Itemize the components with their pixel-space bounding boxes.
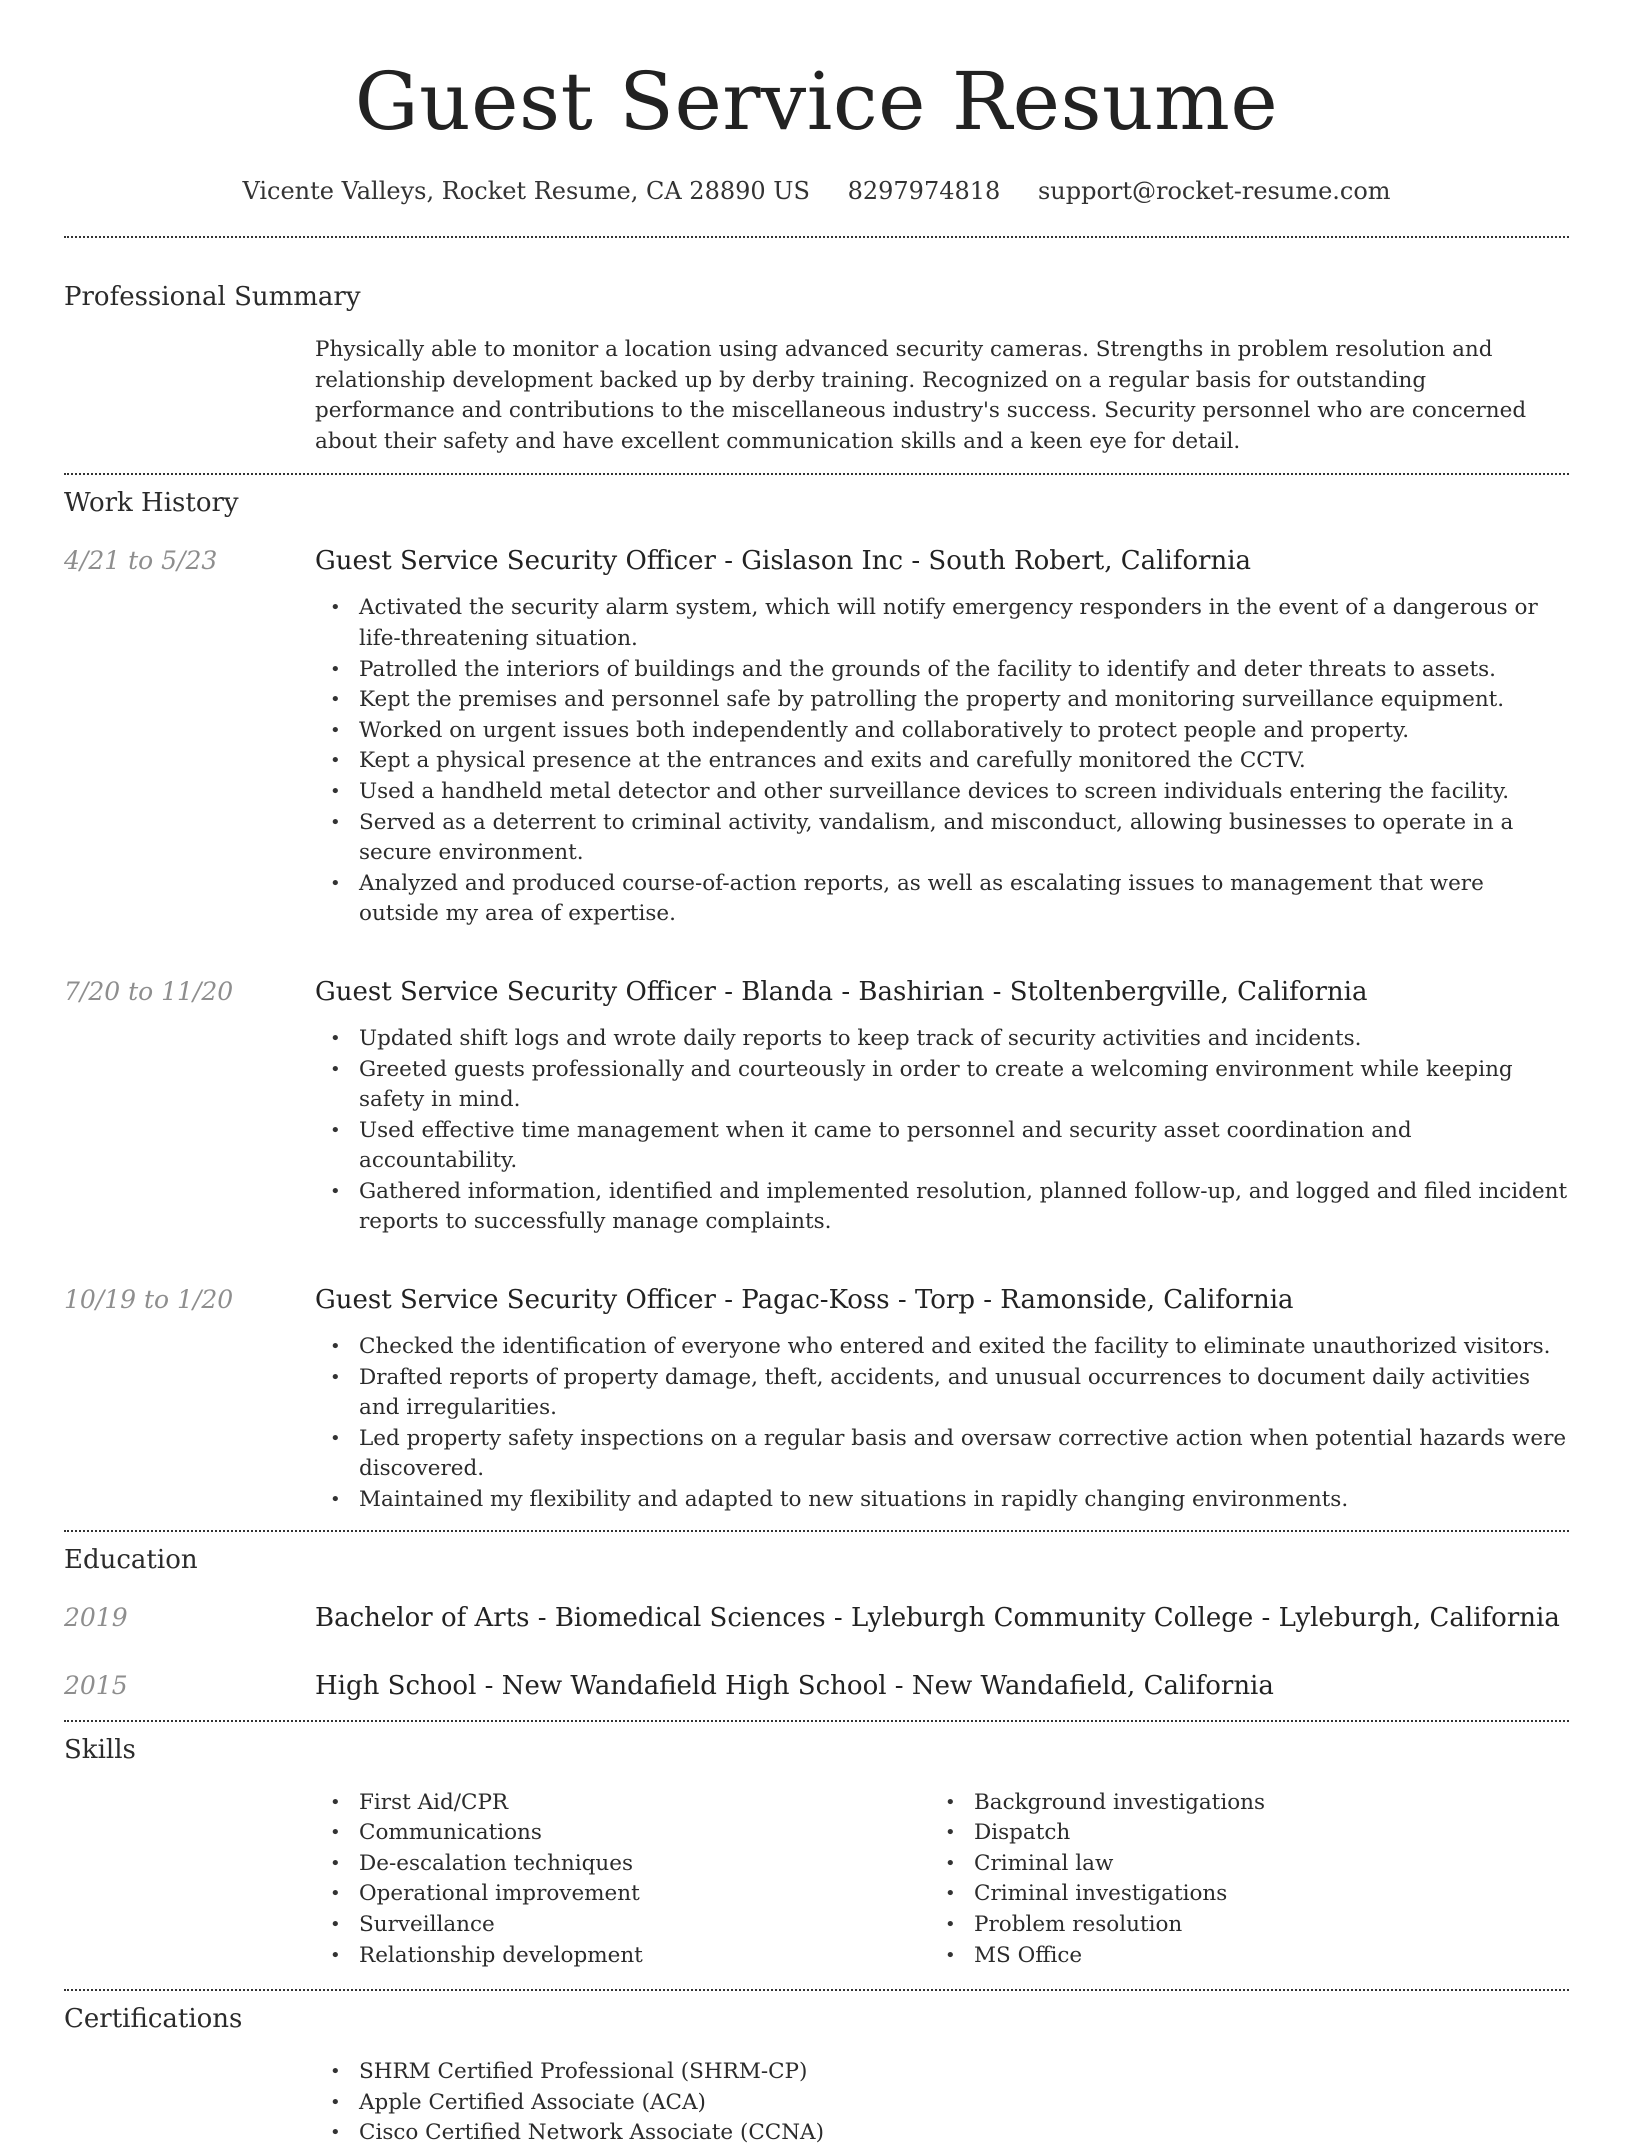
list-item: • Worked on urgent issues both independently and collaboratively to protect people and property. — [315, 716, 1569, 747]
contact-email: support@rocket-resume.com — [1037, 177, 1391, 205]
list-item: • Relationship development — [315, 1941, 930, 1972]
list-item: • Drafted reports of property damage, theft, accidents, and unusual occurrences to document daily activities and irregularities. — [315, 1363, 1569, 1424]
job-title: Guest Service Security Officer - Gislason Inc - South Robert, California — [315, 546, 1252, 577]
education-text: Bachelor of Arts - Biomedical Sciences - Lyleburgh Community College - Lyleburgh, California — [315, 1602, 1560, 1633]
list-item: • Greeted guests professionally and courteously in order to create a welcoming environment while keeping safety in mind. — [315, 1055, 1569, 1116]
divider — [64, 1530, 1569, 1532]
list-item: • Cisco Certified Network Associate (CCNA) — [315, 2118, 1569, 2149]
skills-list-right — [930, 1788, 1545, 1972]
job-title: Guest Service Security Officer - Pagac-Koss - Torp - Ramonside, California — [315, 1285, 1294, 1316]
summary-text: Physically able to monitor a location using advanced security cameras. Strengths in problem resolution and relationship development backed up by derby training. Recognized on a regular basis for outstanding performance and contributions to the miscellaneous industry's success. Security personnel who are concerned about their safety and have excellent communication skills and a keen eye for detail. — [315, 337, 1527, 454]
list-item: • SHRM Certified Professional (SHRM-CP) — [315, 2057, 1569, 2088]
contact-address: Vicente Valleys, Rocket Resume, CA 28890 US — [242, 177, 810, 205]
list-item: • Criminal investigations — [930, 1879, 1545, 1910]
job-dates: 10/19 to 1/20 — [64, 1285, 234, 1315]
job-entry — [64, 974, 1569, 1238]
job-dates: 4/21 to 5/23 — [64, 546, 218, 576]
list-item: • Gathered information, identified and implemented resolution, planned follow-up, and logged and filed incident reports to successfully manage complaints. — [315, 1177, 1569, 1238]
list-item: • Maintained my flexibility and adapted to new situations in rapidly changing environments. — [315, 1485, 1569, 1516]
list-item: • Background investigations — [930, 1788, 1545, 1819]
list-item: • Kept the premises and personnel safe by patrolling the property and monitoring surveillance equipment. — [315, 685, 1569, 716]
list-item: • Criminal law — [930, 1849, 1545, 1880]
education-year: 2015 — [64, 1670, 128, 1700]
job-bullets — [315, 593, 1569, 930]
contact-phone: 8297974818 — [847, 177, 1001, 205]
job-title: Guest Service Security Officer - Blanda - Bashirian - Stoltenbergville, California — [315, 976, 1368, 1007]
job-dates: 7/20 to 11/20 — [64, 976, 234, 1006]
education-entry — [64, 1600, 1569, 1636]
divider — [64, 236, 1569, 238]
job-bullets — [315, 1024, 1569, 1238]
list-item: • Activated the security alarm system, which will notify emergency responders in the event of a dangerous or life-threatening situation. — [315, 593, 1569, 654]
list-item: • Communications — [315, 1818, 930, 1849]
skills-row — [64, 1788, 1569, 1972]
summary-row — [64, 335, 1569, 457]
list-item: • MS Office — [930, 1941, 1545, 1972]
divider — [64, 1720, 1569, 1722]
resume-page — [64, 0, 1569, 2149]
list-item: • Analyzed and produced course-of-action reports, as well as escalating issues to management that were outside my area of expertise. — [315, 869, 1569, 930]
divider — [64, 1989, 1569, 1991]
list-item: • Used a handheld metal detector and other surveillance devices to screen individuals entering the facility. — [315, 777, 1569, 808]
education-year: 2019 — [64, 1602, 128, 1632]
job-bullets — [315, 1332, 1569, 1516]
list-item: • Surveillance — [315, 1910, 930, 1941]
list-item: • Apple Certified Associate (ACA) — [315, 2088, 1569, 2119]
certifications-row — [64, 2057, 1569, 2149]
resume-title: Guest Service Resume — [354, 55, 1279, 148]
list-item: • Dispatch — [930, 1818, 1545, 1849]
list-item: • Operational improvement — [315, 1879, 930, 1910]
list-item: • Served as a deterrent to criminal activity, vandalism, and misconduct, allowing businesses to operate in a secure environment. — [315, 808, 1569, 869]
list-item: • First Aid/CPR — [315, 1788, 930, 1819]
list-item: • Updated shift logs and wrote daily reports to keep track of security activities and incidents. — [315, 1024, 1569, 1055]
certifications-list — [315, 2057, 1569, 2149]
job-entry — [64, 543, 1569, 930]
list-item: • Checked the identification of everyone who entered and exited the facility to eliminate unauthorized visitors. — [315, 1332, 1569, 1363]
list-item: • Used effective time management when it came to personnel and security asset coordination and accountability. — [315, 1116, 1569, 1177]
section-heading-summary: Professional Summary — [64, 282, 361, 312]
list-item: • De-escalation techniques — [315, 1849, 930, 1880]
section-heading-skills: Skills — [64, 1734, 136, 1765]
section-heading-certifications: Certifications — [64, 2004, 243, 2035]
education-entry — [64, 1668, 1569, 1704]
education-text: High School - New Wandafield High School - New Wandafield, California — [315, 1670, 1274, 1701]
skills-list-left — [315, 1788, 930, 1972]
contact-line — [64, 174, 1569, 208]
list-item: • Led property safety inspections on a regular basis and oversaw corrective action when potential hazards were discovered. — [315, 1424, 1569, 1485]
list-item: • Kept a physical presence at the entrances and exits and carefully monitored the CCTV. — [315, 746, 1569, 777]
list-item: • Patrolled the interiors of buildings and the grounds of the facility to identify and deter threats to assets. — [315, 655, 1569, 686]
list-item: • Problem resolution — [930, 1910, 1545, 1941]
job-entry — [64, 1282, 1569, 1516]
section-heading-work: Work History — [64, 488, 239, 519]
divider — [64, 473, 1569, 475]
section-heading-education: Education — [64, 1544, 198, 1575]
